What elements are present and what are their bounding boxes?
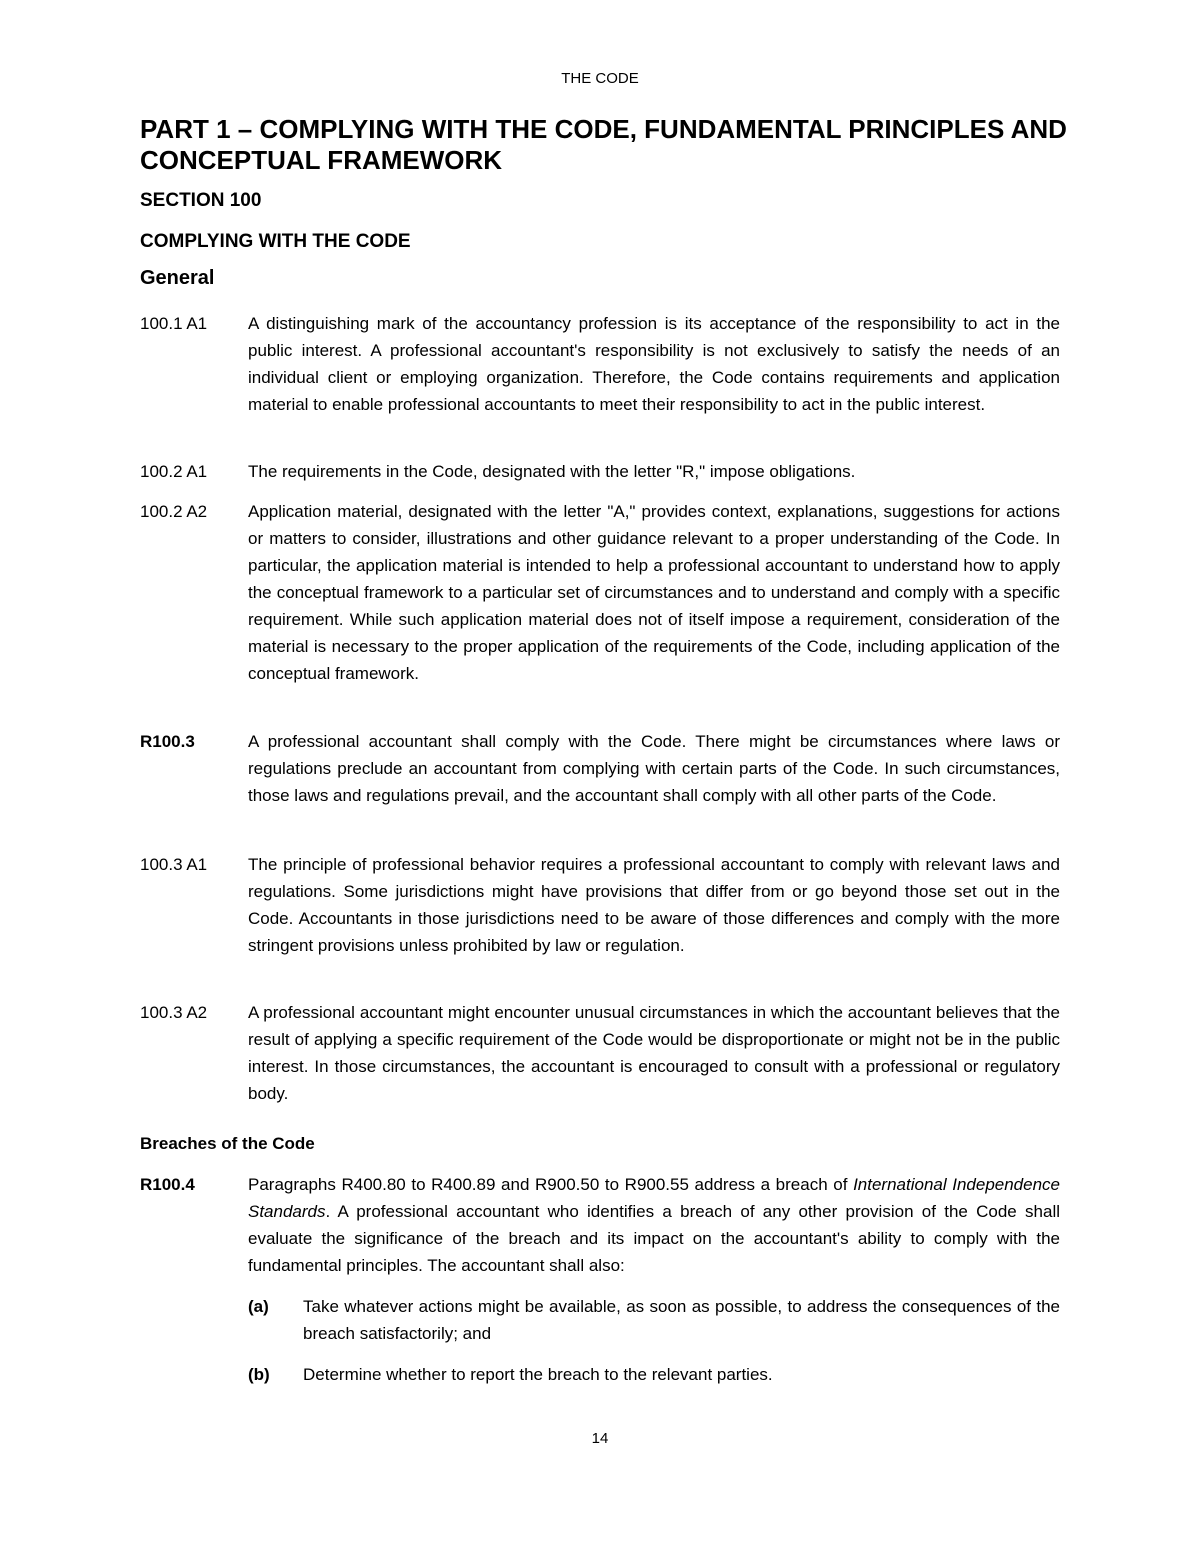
part-title: PART 1 – COMPLYING WITH THE CODE, FUNDAMENTAL PRINCIPLES AND CONCEPTUAL FRAMEWORK [140, 114, 1067, 175]
paragraph-number: 100.3 A1 [140, 855, 208, 874]
list-item [248, 1361, 1060, 1388]
list-item-label: (b) [248, 1365, 270, 1384]
section-title: COMPLYING WITH THE CODE [140, 231, 411, 252]
list-item-text: Determine whether to report the breach to the relevant parties. [303, 1365, 773, 1384]
page-number: 14 [591, 1430, 609, 1447]
paragraph-number: 100.2 A2 [140, 502, 208, 521]
paragraph-text: The requirements in the Code, designated with the letter "R," impose obligations. [248, 462, 856, 481]
italic-title: International Independence Standards [248, 1175, 1061, 1221]
list-item-text: Take whatever actions might be available, as soon as possible, to address the consequences of the breach satisfactorily; and [303, 1297, 1060, 1343]
section-number: SECTION 100 [140, 190, 262, 211]
paragraph [140, 728, 1060, 809]
text-after: . A professional accountant who identifies a breach of any other provision of the Code shall evaluate the significance of the breach and its impact on the accountant's ability to comply with the fundamental principles. The accountant shall also: [248, 1202, 1060, 1275]
list-item [248, 1293, 1060, 1347]
paragraph-text: A professional accountant shall comply with the Code. There might be circumstances where laws or regulations preclude an accountant from complying with certain parts of the Code. In such circumstances, those laws and regulations prevail, and the accountant shall comply with all other parts of the Code. [248, 732, 1060, 805]
paragraph-text: A professional accountant might encounter unusual circumstances in which the accountant believes that the result of applying a specific requirement of the Code would be disproportionate or might not be in the public interest. In those circumstances, the accountant is encouraged to consult with a professional or regulatory body. [248, 1003, 1060, 1103]
paragraph [140, 851, 1060, 959]
paragraph-number: 100.3 A2 [140, 1003, 208, 1022]
text-before: Paragraphs R400.80 to R400.89 and R900.50 to R900.55 address a breach of [248, 1175, 854, 1194]
paragraph-number: R100.3 [140, 732, 195, 751]
paragraph [140, 999, 1060, 1107]
subheading-general: General [140, 267, 215, 289]
paragraph-r100-4 [140, 1171, 1060, 1279]
paragraph [140, 458, 1060, 485]
subheading-breaches: Breaches of the Code [140, 1134, 315, 1153]
paragraph-text: Application material, designated with the letter "A," provides context, explanations, suggestions for actions or matters to consider, illustrations and other guidance relevant to a proper understanding of the Code. In particular, the application material is intended to help a professional accountant to understand how to apply the conceptual framework to a particular set of circumstances and to understand and comply with a specific requirement. While such application material does not of itself impose a requirement, consideration of the material is necessary to the proper application of the requirements of the Code, including application of the conceptual framework. [248, 502, 1060, 683]
list-item-label: (a) [248, 1297, 269, 1316]
paragraph-number: 100.1 A1 [140, 314, 208, 333]
paragraph [140, 498, 1060, 687]
paragraph-text: The principle of professional behavior requires a professional accountant to comply with relevant laws and regulations. Some jurisdictions might have provisions that differ from or go beyond those set out in the Code. Accountants in those jurisdictions need to be aware of those differences and comply with the more stringent provisions unless prohibited by law or regulation. [248, 855, 1060, 955]
paragraph-number: R100.4 [140, 1175, 195, 1194]
paragraph-text: A distinguishing mark of the accountancy profession is its acceptance of the responsibility to act in the public interest. A professional accountant's responsibility is not exclusively to satisfy the needs of an individual client or employing organization. Therefore, the Code contains requirements and application material to enable professional accountants to meet their responsibility to act in the public interest. [248, 314, 1060, 414]
paragraph-number: 100.2 A1 [140, 462, 208, 481]
paragraph [140, 310, 1060, 418]
paragraph-text [248, 1171, 1060, 1279]
running-header: THE CODE [561, 70, 639, 87]
